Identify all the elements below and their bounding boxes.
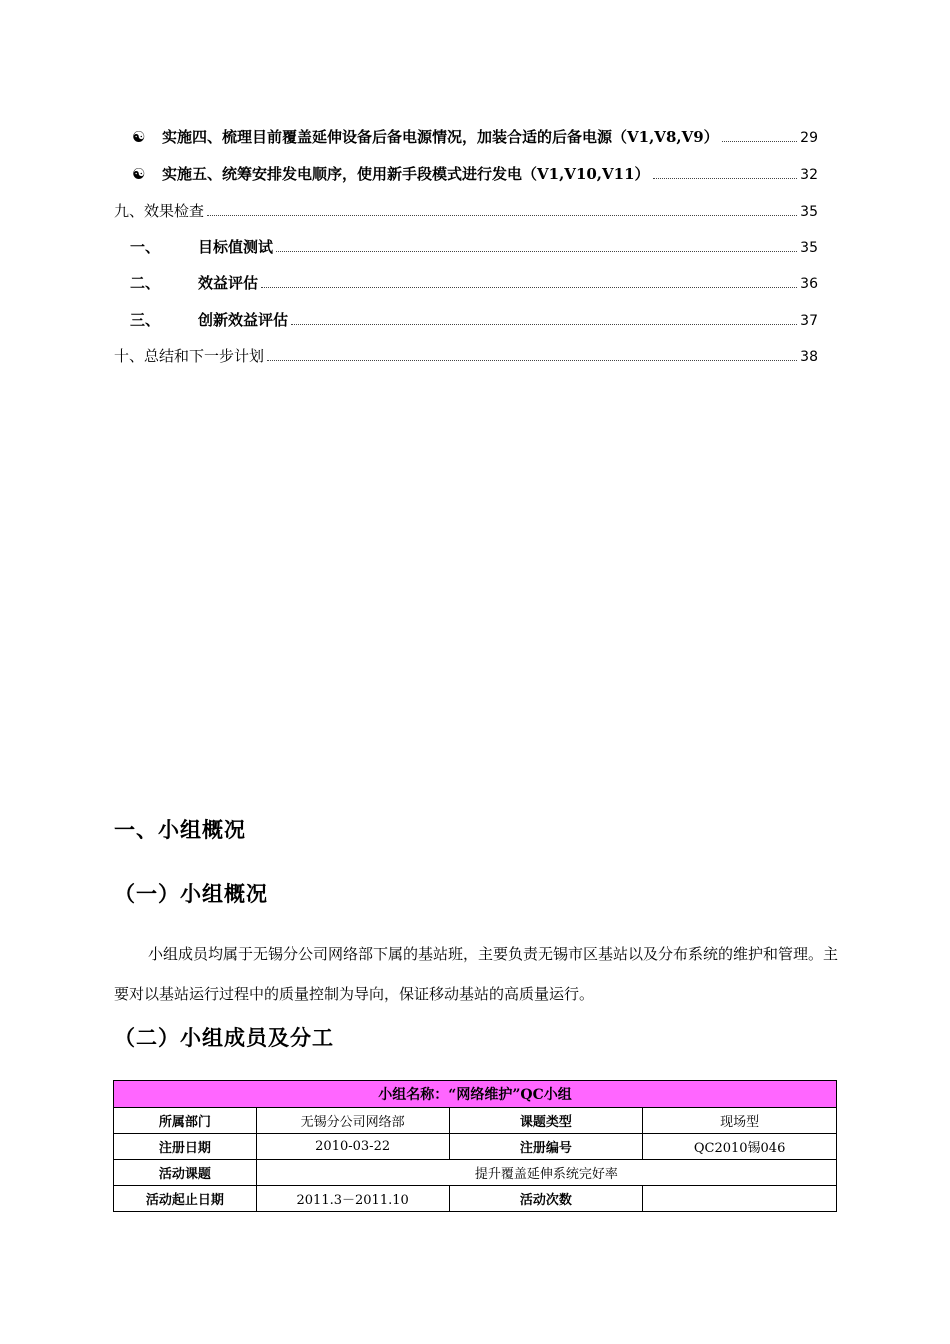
toc-entry[interactable] — [130, 236, 818, 257]
table-row — [114, 1186, 837, 1212]
toc-entry-number: 一、 — [130, 238, 161, 256]
toc-page-number: 35 — [800, 240, 818, 256]
toc-entry-number: 二、 — [130, 274, 161, 292]
table-key: 课题类型 — [449, 1108, 643, 1134]
team-info-table — [113, 1080, 837, 1212]
table-value: 无锡分公司网络部 — [256, 1108, 449, 1134]
toc-entry[interactable] — [114, 200, 818, 221]
toc-leader — [291, 324, 797, 325]
toc-page-number: 35 — [800, 204, 818, 220]
toc-leader — [207, 215, 797, 216]
table-row — [114, 1134, 837, 1160]
toc-page-number: 36 — [800, 276, 818, 292]
table-key: 注册日期 — [114, 1134, 257, 1160]
table-value — [643, 1186, 837, 1212]
subsection-heading: （一）小组概况 — [114, 882, 268, 906]
toc-leader — [276, 251, 797, 252]
toc-entry[interactable] — [132, 126, 818, 147]
table-row — [114, 1160, 837, 1186]
toc-entry[interactable] — [130, 272, 818, 293]
yin-yang-bullet-icon: ☯ — [132, 128, 146, 146]
table-key: 活动起止日期 — [114, 1186, 257, 1212]
table-value: 2010-03-22 — [256, 1134, 449, 1160]
table-key: 活动次数 — [449, 1186, 643, 1212]
body-paragraph: 小组成员均属于无锡分公司网络部下属的基站班，主要负责无锡市区基站以及分布系统的维护和管理。主要对以基站运行过程中的质量控制为导向，保证移动基站的高质量运行。 — [114, 945, 839, 1003]
toc-leader — [267, 360, 797, 361]
section-heading: 一、小组概况 — [114, 818, 246, 842]
toc-entry[interactable] — [114, 345, 818, 366]
toc-entry-label: 目标值测试 — [198, 238, 274, 256]
toc-entry-label: 效益评估 — [198, 274, 259, 292]
table-row — [114, 1108, 837, 1134]
table-value: 提升覆盖延伸系统完好率 — [256, 1160, 836, 1186]
toc-entry-label: 九、效果检查 — [114, 202, 205, 220]
toc-leader — [722, 141, 797, 142]
toc-page-number: 29 — [800, 130, 818, 146]
subsection-heading: （二）小组成员及分工 — [114, 1026, 334, 1050]
yin-yang-bullet-icon: ☯ — [132, 165, 146, 183]
toc-entry[interactable] — [130, 309, 818, 330]
table-value: 现场型 — [643, 1108, 837, 1134]
toc-page-number: 37 — [800, 313, 818, 329]
table-value: 2011.3－2011.10 — [256, 1186, 449, 1212]
toc-page-number: 32 — [800, 167, 818, 183]
toc-entry-label: 实施四、梳理目前覆盖延伸设备后备电源情况，加装合适的后备电源（V1,V8,V9） — [162, 128, 719, 146]
toc-leader — [653, 178, 798, 179]
table-value: QC2010锡046 — [643, 1134, 837, 1160]
table-key: 注册编号 — [449, 1134, 643, 1160]
toc-page-number: 38 — [800, 349, 818, 365]
toc-entry[interactable] — [132, 163, 818, 184]
toc-entry-label: 十、总结和下一步计划 — [114, 347, 265, 365]
toc-entry-label: 创新效益评估 — [198, 311, 289, 329]
table-key: 活动课题 — [114, 1160, 257, 1186]
toc-entry-number: 三、 — [130, 311, 161, 329]
toc-entry-label: 实施五、统筹安排发电顺序，使用新手段模式进行发电（V1,V10,V11） — [162, 165, 650, 183]
table-key: 所属部门 — [114, 1108, 257, 1134]
toc-leader — [261, 287, 797, 288]
table-title: 小组名称：“网络维护”QC小组 — [114, 1081, 837, 1108]
